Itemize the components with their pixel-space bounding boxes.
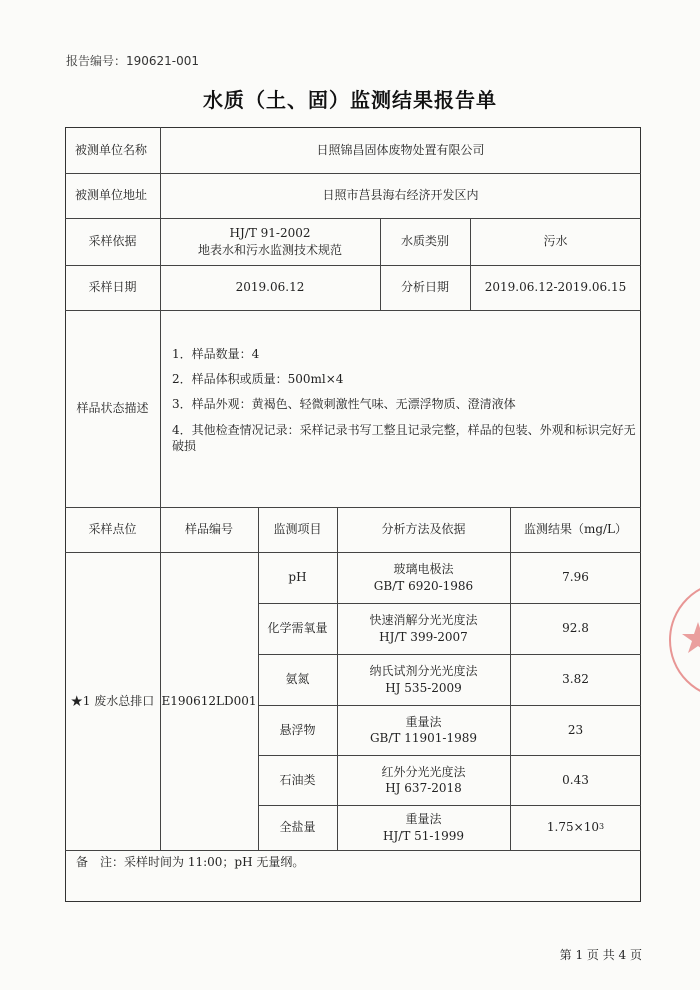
unit-address-value: 日照市莒县海右经济开发区内	[322, 188, 479, 203]
result-value-base: 1.75×10	[546, 820, 599, 835]
method-standard: GB/T 11901-1989	[369, 731, 478, 745]
header-method: 分析方法及依据	[381, 522, 466, 537]
unit-name-label: 被测单位名称	[75, 142, 148, 157]
method-standard: HJ/T 399-2007	[379, 629, 468, 644]
sampling-basis-label: 采样依据	[88, 234, 137, 249]
sample-state-item: 1．样品数量：4	[172, 347, 260, 361]
unit-address-label: 被测单位地址	[75, 188, 148, 203]
result-item: 氨氮	[285, 672, 310, 687]
result-method	[337, 603, 510, 654]
sample-state-item: 4．其他检查情况记录：采样记录书写工整且记录完整，样品的包装、外观和标识完好无破损	[172, 422, 636, 453]
method-standard: HJ 637-2018	[385, 781, 462, 795]
method-name: 纳氏试剂分光光度法	[369, 664, 478, 679]
sampling-basis-standard: HJ/T 91-2002	[229, 226, 311, 241]
result-value: 7.96	[562, 570, 589, 585]
water-type-value: 污水	[543, 234, 568, 249]
sampling-basis-value	[160, 218, 380, 265]
page-title: 水质（土、固）监测结果报告单	[203, 88, 497, 112]
method-name: 重量法	[405, 714, 442, 729]
method-standard: HJ 535-2009	[385, 680, 462, 695]
result-item: 化学需氧量	[267, 621, 328, 636]
header-sample-id: 样品编号	[184, 522, 233, 537]
result-item: 石油类	[279, 772, 316, 787]
result-value-exponent: 3	[598, 822, 605, 832]
sample-state-list	[172, 346, 642, 463]
sample-id-value: E190612LD001	[161, 693, 257, 708]
result-value: 3.82	[562, 672, 589, 687]
result-item: 全盐量	[279, 820, 316, 835]
seal-stamp	[668, 560, 700, 720]
analysis-date-label: 分析日期	[400, 280, 449, 295]
analysis-date-value: 2019.06.12-2019.06.15	[484, 280, 627, 295]
sampling-point-value: ★1 废水总排口	[70, 693, 155, 708]
sample-state-label: 样品状态描述	[76, 401, 149, 416]
header-sampling-point: 采样点位	[88, 522, 137, 537]
method-name: 快速消解分光光度法	[369, 613, 478, 628]
result-method	[337, 705, 510, 755]
result-item: pH	[288, 570, 307, 585]
result-method	[337, 654, 510, 705]
result-value: 23	[567, 722, 584, 737]
header-monitor-item: 监测项目	[273, 522, 322, 537]
result-method	[337, 805, 510, 850]
remarks: 备 注：采样时间为 11:00；pH 无量纲。	[76, 855, 305, 869]
sampling-date-label: 采样日期	[88, 280, 137, 295]
result-method	[337, 552, 510, 603]
result-value: 92.8	[562, 621, 589, 636]
result-method	[337, 755, 510, 805]
method-standard: HJ/T 51-1999	[383, 828, 464, 843]
result-item: 悬浮物	[279, 722, 316, 737]
sample-state-item: 3．样品外观：黄褐色、轻微刺激性气味、无漂浮物质、澄清液体	[172, 397, 516, 412]
method-name: 重量法	[405, 812, 442, 827]
method-standard: GB/T 6920-1986	[373, 578, 474, 593]
method-name: 红外分光光度法	[381, 764, 466, 779]
unit-name-value: 日照锦昌固体废物处置有限公司	[316, 142, 485, 157]
water-type-label: 水质类别	[400, 234, 449, 249]
sample-state-item: 2．样品体积或质量：500ml×4	[172, 372, 344, 387]
result-value	[510, 805, 641, 850]
sampling-basis-title: 地表水和污水监测技术规范	[197, 242, 342, 257]
result-value: 0.43	[562, 772, 589, 787]
report-number: 报告编号：190621-001	[66, 54, 200, 68]
method-name: 玻璃电极法	[393, 562, 454, 577]
sampling-date-value: 2019.06.12	[235, 280, 305, 295]
header-result: 监测结果（mg/L）	[523, 522, 628, 537]
page-number: 第 1 页 共 4 页	[559, 948, 642, 962]
